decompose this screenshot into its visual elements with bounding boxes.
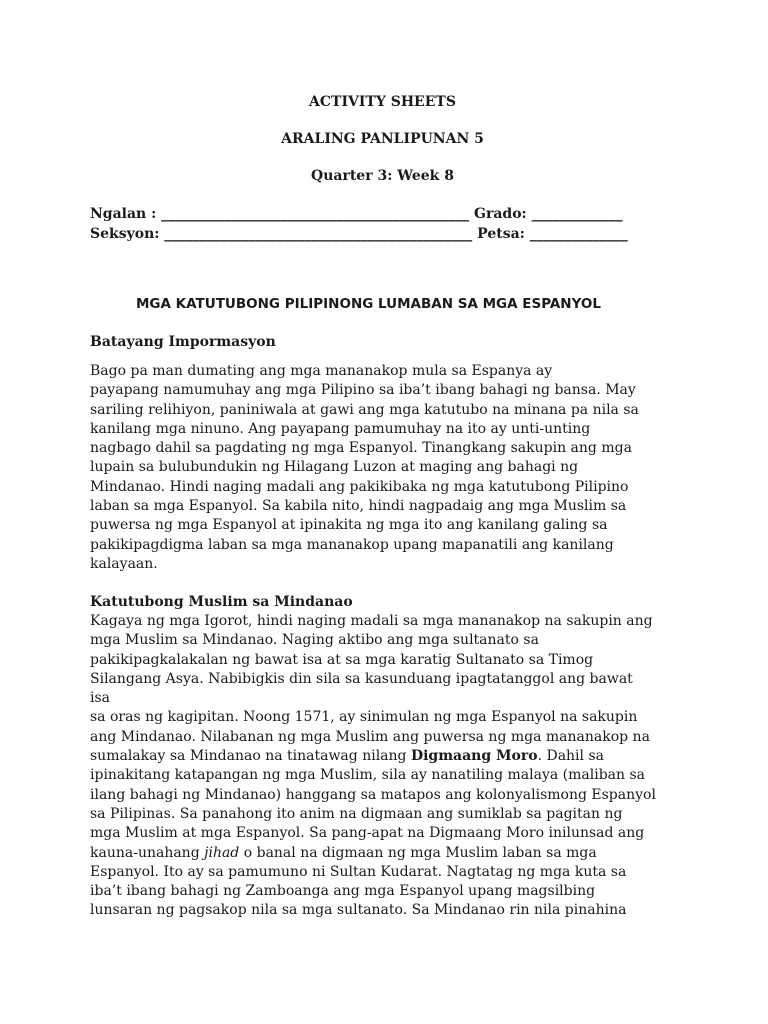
paragraph-line: Bago pa man dumating ang mga mananakop mula sa Espanya ay xyxy=(90,363,553,379)
line-text: o banal na digmaan ng mga Muslim laban sa mga xyxy=(239,844,597,861)
paragraph-line: Mindanao. Hindi naging madali ang pakikibaka ng mga katutubong Pilipino xyxy=(90,478,629,495)
paragraph-line: Kagaya ng mga Igorot, hindi naging madali sa mga mananakop na sakupin ang xyxy=(90,613,653,629)
paragraph-line: lunsaran ng pagsakop nila sa mga sultanato. Sa Mindanao rin nila pinahina xyxy=(90,902,627,919)
paragraph-line: nagbago dahil sa pagdating ng mga Espanyol. Tinangkang sakupin ang mga xyxy=(90,440,632,457)
italic-term-jihad: jihad xyxy=(204,844,240,861)
header-activity-sheets: ACTIVITY SHEETS xyxy=(309,94,456,110)
paragraph-line: kalayaan. xyxy=(90,555,158,572)
paragraph-line: payapang namumuhay ang mga Pilipino sa iba’t ibang bahagi ng bansa. May xyxy=(90,382,636,399)
paragraph-line: puwersa ng mga Espanyol at ipinakita ng mga ito ang kanilang galing sa xyxy=(90,517,608,534)
line-text: . Dahil sa xyxy=(537,748,604,765)
paragraph-line: iba’t ibang bahagi ng Zamboanga ang mga Espanyol upang magsilbing xyxy=(90,883,596,900)
paragraph-line: ipinakitang katapangan ng mga Muslim, sila ay nanatiling malaya (maliban sa xyxy=(90,767,646,784)
header-subject: ARALING PANLIPUNAN 5 xyxy=(281,131,484,147)
paragraph-line: ilang bahagi ng Mindanao) hanggang sa matapos ang kolonyalismong Espanyol xyxy=(90,786,656,803)
paragraph-line: Silangang Asya. Nabibigkis din sila sa kasunduang ipagtatanggol ang bawat xyxy=(90,670,633,687)
paragraph-line xyxy=(90,844,680,863)
background-paragraph xyxy=(90,362,680,574)
section-date-fields: Seksyon: ____________________________________________ Petsa: ______________ xyxy=(90,226,628,242)
paragraph-line: pakikipagkalakalan ng bawat isa at sa mga karatig Sultanato sa Timog xyxy=(90,651,594,668)
bold-term-digmaang-moro: Digmaang Moro xyxy=(410,748,538,765)
paragraph-line: ang Mindanao. Nilabanan ng mga Muslim ang puwersa ng mga mananakop na xyxy=(90,728,650,745)
paragraph-line: sariling relihiyon, paniniwala at gawi ang mga katutubo na minana pa nila sa xyxy=(90,401,639,418)
paragraph-line: sa oras ng kagipitan. Noong 1571, ay sinimulan ng mga Espanyol na sakupin xyxy=(90,709,638,726)
line-text: kauna-unahang xyxy=(90,844,205,861)
lesson-title: MGA KATUTUBONG PILIPINONG LUMABAN SA MGA ESPANYOL xyxy=(136,296,601,312)
muslim-mindanao-paragraph xyxy=(90,612,680,921)
paragraph-line: mga Muslim at mga Espanyol. Sa pang-apat na Digmaang Moro inilunsad ang xyxy=(90,825,645,842)
paragraph-line: isa xyxy=(90,690,111,707)
name-grade-fields: Ngalan : ____________________________________________ Grado: _____________ xyxy=(90,206,623,222)
paragraph-line: Espanyol. Ito ay sa pamumuno ni Sultan Kudarat. Nagtatag ng mga kuta sa xyxy=(90,863,627,880)
line-text: sumalakay sa Mindanao na tinatawag nilang xyxy=(90,748,411,765)
paragraph-line xyxy=(90,747,680,766)
paragraph-line: sa Pilipinas. Sa panahong ito anim na digmaan ang sumiklab sa pagitan ng xyxy=(90,805,623,822)
paragraph-line: lupain sa bulubundukin ng Hilagang Luzon at maging ang bahagi ng xyxy=(90,459,579,476)
section-heading-background: Batayang Impormasyon xyxy=(90,334,276,350)
section-heading-muslim-mindanao: Katutubong Muslim sa Mindanao xyxy=(90,594,353,610)
paragraph-line: kanilang mga ninuno. Ang payapang pamumuhay na ito ay unti-unting xyxy=(90,420,591,437)
header-quarter-week: Quarter 3: Week 8 xyxy=(311,168,454,184)
paragraph-line: laban sa mga Espanyol. Sa kabila nito, hindi nagpadaig ang mga Muslim sa xyxy=(90,498,627,515)
paragraph-line: mga Muslim sa Mindanao. Naging aktibo ang mga sultanato sa xyxy=(90,632,539,649)
paragraph-line: pakikipagdigma laban sa mga mananakop upang mapanatili ang kanilang xyxy=(90,536,614,553)
